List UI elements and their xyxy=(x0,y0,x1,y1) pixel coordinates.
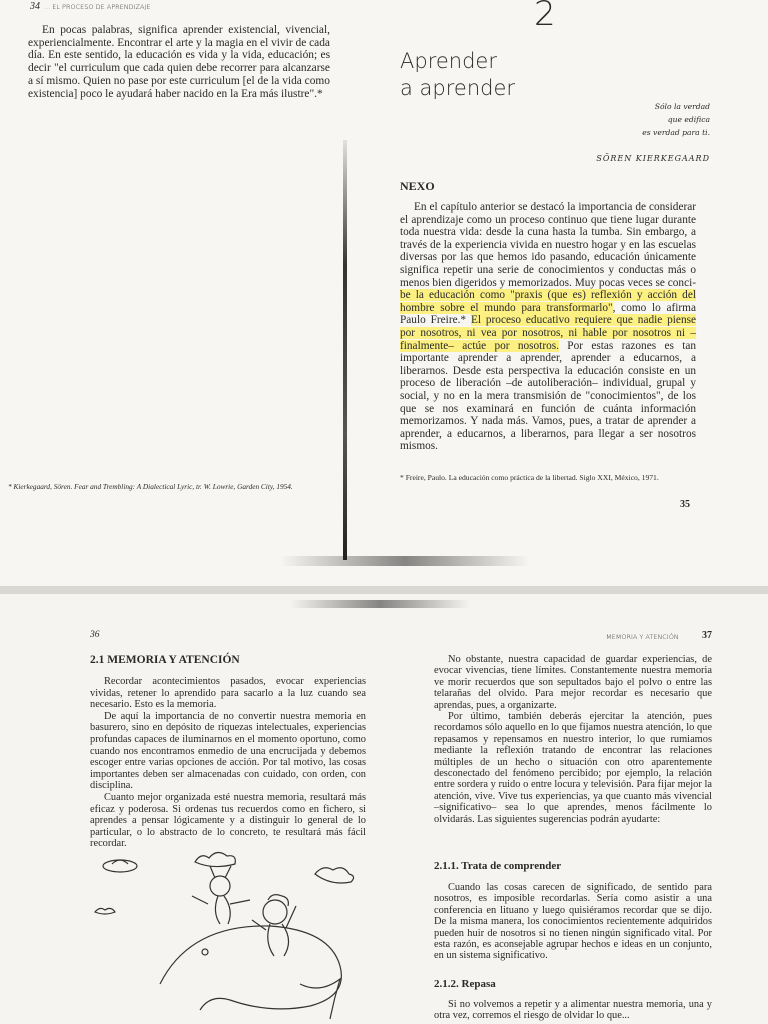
page-36-para3: Cuanto mejor organizada esté nuestra memoria, resultará más eficaz y poderosa. Si ordenas tus recuerdos como en fichero, si aprendes a pensar lógicamente y a distinguir lo general de lo particular, o lo abstracto de lo concreto, te resultará más fácil recordar. xyxy=(90,791,366,850)
creature-head-icon xyxy=(210,876,230,896)
page-number-35: 35 xyxy=(680,499,690,510)
nexo-text-2: , como lo afirma Paulo Freire.* xyxy=(400,301,696,327)
page-number-34: 34 xyxy=(30,1,40,12)
epigraph-author: SÖREN KIERKEGAARD xyxy=(596,154,710,163)
highlight-educative-process: El proceso educativo requiere que nadie piense por nosotros, ni vea por nosotros, ni hable por nosotros ni –finalmente– actúe por nosotros. xyxy=(400,314,696,352)
subsection-title-repasa: 2.1.2. Repasa xyxy=(434,978,496,990)
running-head-37: MEMORIA Y ATENCIÓN xyxy=(606,633,679,641)
page-36-body xyxy=(90,676,366,850)
page-35-footnote: * Freire, Paulo. La educación como práctica de la libertad. Siglo XXI, México, 1971. xyxy=(400,472,659,482)
bottom-book-spread xyxy=(0,594,768,1024)
ufo-icon xyxy=(103,860,137,872)
subsection-repasa-text: Si no volvemos a repetir y a alimentar nuestra memoria, una y otra vez, corremos el riesgo de olvidar lo que... xyxy=(434,999,712,1022)
book-spine-shadow xyxy=(343,140,347,560)
epigraph xyxy=(560,100,710,139)
section-title-nexo: NEXO xyxy=(400,179,435,193)
cloud-icon xyxy=(195,852,235,866)
page-34-paragraph: En pocas palabras, significa aprender existencial, vivencial, experiencialmente. Encontrar el arte y la magia en el vivir de cada día. En este sentido, la educación es vida y la vida, educación; es decir "el curriculum que cada quien debe recorrer para alcanzarse a sí mismo. Quien no pase por este curriculum [el de la vida como existencia] poco le ayudará haber nacido en la Era más ilustre".* xyxy=(28,24,330,100)
cartoon-illustration xyxy=(90,834,370,1024)
page-number-37: 37 xyxy=(702,630,712,641)
epigraph-line3: es verdad para ti. xyxy=(642,128,710,137)
page-37-para2: Por último, también deberás ejercitar la atención, pues recordamos sólo aquello en lo que fijamos nuestra atención, lo que repasamos y repensamos en nuestro interior, lo que rumiamos mediante la reflexión tratando de encontrar las relaciones múltiples de un hecho o situación con otro aparentemente desconectado del fenómeno percibido; por ejemplo, la relación entre sordera y ruido o entre locura y televisión. Para fijar mejor la atención, vive. Vive tus experiencias, ya que cuanto más vivencial –significativo– sea lo que aprendes, menos fácilmente lo olvidarás. Las siguientes sugerencias podrán ayudarte: xyxy=(434,711,712,825)
chapter-number: 2 xyxy=(534,0,556,34)
whale-eye-icon xyxy=(202,949,208,955)
page-37-body xyxy=(434,654,712,825)
nexo-body xyxy=(400,201,696,453)
scan-shadow-bottom xyxy=(290,600,470,608)
cloud-icon-small xyxy=(95,908,115,914)
chapter-title-line2: a aprender xyxy=(400,76,516,100)
running-head-34 xyxy=(30,2,250,12)
creature-body-icon xyxy=(192,896,250,924)
scan-shadow-top xyxy=(280,556,530,566)
cloud-icon-right xyxy=(315,868,354,883)
nexo-text-3: Por estas razones es tan importante aprender a aprender, aprender a educarnos, a liberarnos. Desde esta perspectiva la educación consiste en un proceso de liberación –de autoliberación– individual, grupal y social, y no en la mera transmisión de "conocimientos", de los que se nos examinará en función de cuánta información memorizamos. Y nada más. Vamos, pues, a tratar de aprender a aprender, a educarnos, a liberarnos, para llegar a ser nosotros mismos. xyxy=(400,339,697,453)
whale-icon xyxy=(160,926,341,1010)
page-34-footnote: * Kierkegaard, Sören. Fear and Trembling: A Dialectical Lyric, tr. W. Lowrie, Garden City, 1954. xyxy=(8,482,293,492)
page-36-para1: Recordar acontecimientos pasados, evocar experiencias vividas, retener lo aprendido para sacarlo a la luz cuando sea necesario. Esto es la memoria. xyxy=(90,676,366,711)
epigraph-line2: que edifica xyxy=(667,115,710,124)
page-number-36: 36 xyxy=(90,630,100,640)
whale-tail-icon xyxy=(300,979,340,1019)
child-body-icon xyxy=(252,906,296,956)
highlight-freire-quote: be la educación como "praxis (que es) reflexión y acción del hombre sobre el mundo para transformarlo" xyxy=(400,289,696,314)
child-head-icon xyxy=(263,900,287,924)
section-title-memoria: 2.1 MEMORIA Y ATENCIÓN xyxy=(90,654,240,666)
chapter-title-line1: Aprender xyxy=(400,49,497,73)
subsection-comprender-text: Cuando las cosas carecen de significado, de sentido para nosotros, es imposible recordarlas. Sería como asistir a una conferencia en lituano y luego quisiéramos recordar que se dijo. De la misma manera, los conocimientos recientemente adquiridos pueden huir de nosotros si no tienen ningún significado vital. Por esta razón, es aconsejable agrupar hechos e ideas en un conjunto, en un sistema significativo. xyxy=(434,882,712,962)
chapter-title xyxy=(400,48,515,102)
epigraph-line1: Sólo la verdad xyxy=(654,102,710,111)
page-37-para1: No obstante, nuestra capacidad de guardar experiencias, de evocar vivencias, tiene límites. Constantemente nuestra memoria ve morir recuerdos que son sepultados bajo el polvo o entre las telarañas del olvido. Para mejor recordar es necesario que aprendas, pues, a organizarte. xyxy=(434,654,712,711)
nexo-text-1: En el capítulo anterior se destacó la importancia de considerar el aprendizaje como un proceso continuo que tiene lugar durante toda nuestra vida: desde la cuna hasta la tumba. Sin embargo, a través de la experiencia vivida en nuestro hogar y en las escuelas diversas por las que hemos ido pasando, educación únicamente significa repetir una serie de conocimientos y conductas más o menos bien digeridos y memorizados. Muy pocas veces se conci- xyxy=(400,201,696,289)
subsection-title-comprender: 2.1.1. Trata de comprender xyxy=(434,860,562,872)
page-36-para2: De aquí la importancia de no convertir nuestra memoria en basurero, sino en depósito de riquezas intelectuales, experiencias profundas capaces de iluminarnos en el momento oportuno, como cuando nos encontramos enmedio de una encrucijada y debemos escoger entre varias opciones de acción. Por tal motivo, las cosas importantes deben ser almacenadas con cuidado, con orden, con disciplina. xyxy=(90,710,366,792)
running-head-text: ... EL PROCESO DE APRENDIZAJE xyxy=(44,3,151,11)
